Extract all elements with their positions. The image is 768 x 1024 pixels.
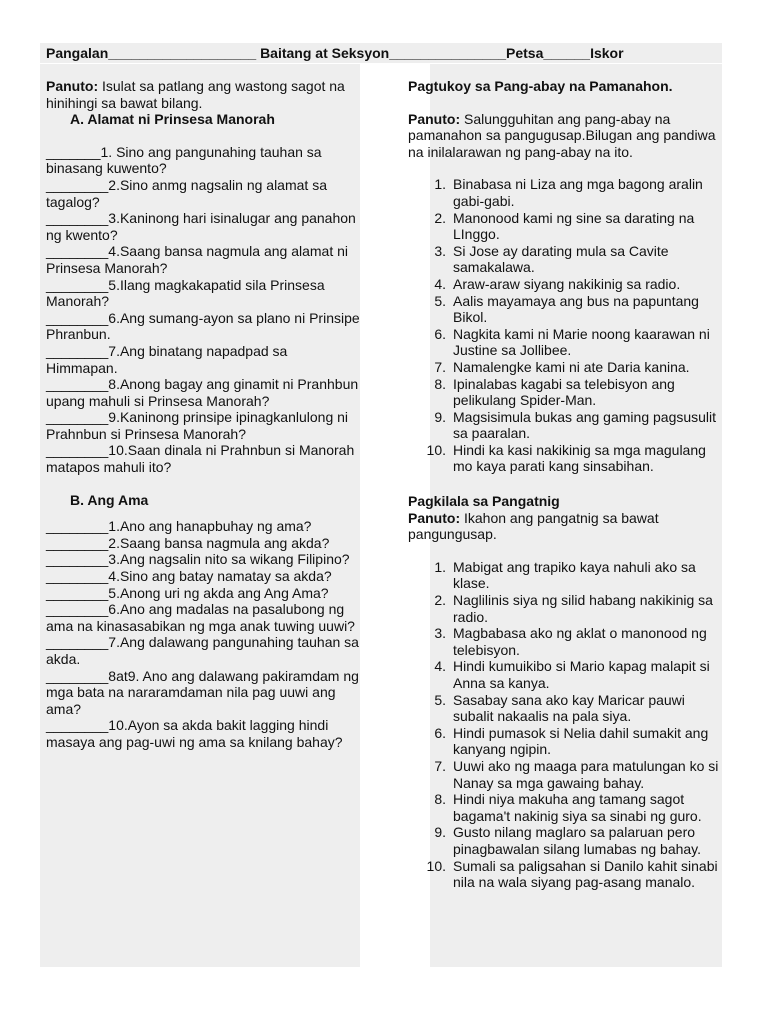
left-panuto-label: Panuto:: [46, 78, 99, 94]
item-text: Araw-araw siyang nakikinig sa radio.: [453, 275, 681, 292]
item-number: 6.: [434, 724, 446, 741]
section2-item: [408, 658, 720, 691]
item-number: 10.: [426, 857, 446, 874]
left-panuto-text: Isulat sa patlang ang wastong sagot na hinihingi sa bawat bilang.: [46, 78, 345, 111]
section1-item: [408, 210, 720, 243]
section-b-item: ________3.Ang nagsalin nito sa wikang Filipino?: [46, 551, 350, 568]
item-text: Aalis mayamaya ang bus na papuntang Bikol.: [453, 292, 699, 326]
item-text: Nagkita kami ni Marie noong kaarawan ni Justine sa Jollibee.: [453, 325, 710, 359]
item-number: 5.: [434, 292, 446, 309]
item-text: Hindi kumuikibo si Mario kapag malapit si Anna sa kanya.: [453, 658, 710, 691]
header-line: [40, 43, 722, 63]
section2-item: [408, 625, 720, 658]
section-a-item: ________2.Sino anmg nagsalin ng alamat sa tagalog?: [46, 176, 327, 210]
item-text: Naglilinis siya ng silid habang nakikinig sa radio.: [453, 592, 713, 625]
section1-item: [408, 376, 720, 409]
section1-list: [408, 176, 720, 475]
section1-item: [408, 409, 720, 442]
section2-item: [408, 725, 720, 758]
section1-panuto: [408, 111, 720, 161]
section2-list: [408, 559, 720, 891]
section-b-item: ________7.Ang dalawang pangunahing tauhan sa akda.: [46, 634, 359, 667]
item-number: 7.: [434, 757, 446, 774]
item-number: 8.: [434, 791, 446, 808]
item-text: Sumali sa paligsahan si Danilo kahit sinabi nila na wala siyang pag-asang manalo.: [453, 857, 718, 891]
section2-panuto: [408, 510, 720, 543]
item-number: 4.: [434, 275, 446, 292]
section-a-item: _______1. Sino ang pangunahing tauhan sa binasang kuwento?: [46, 143, 322, 177]
item-number: 7.: [434, 358, 446, 375]
item-number: 1.: [434, 176, 446, 193]
item-text: Hindi ka kasi nakikinig sa mga magulang mo kaya parati kang sinsabihan.: [453, 441, 706, 475]
section1-title: Pagtukoy sa Pang-abay na Pamanahon.: [408, 78, 673, 94]
item-text: Sasabay sana ako kay Maricar pauwi subalit nakaalis na pala siya.: [453, 691, 685, 725]
section2-item: [408, 559, 720, 592]
section1-item: [408, 442, 720, 475]
right-column: [408, 78, 720, 891]
section-a-item: ________3.Kaninong hari isinalugar ang panahon ng kwento?: [46, 210, 356, 243]
section1-item: [408, 243, 720, 276]
section-b-item: ________1.Ano ang hanapbuhay ng ama?: [46, 518, 312, 535]
item-number: 1.: [434, 558, 446, 575]
section-a-item: ________8.Anong bagay ang ginamit ni Pranhbun upang mahuli si Prinsesa Manorah?: [46, 376, 359, 409]
section-a-list: [46, 144, 361, 476]
item-number: 5.: [434, 691, 446, 708]
section-a-item: ________5.Ilang magkakapatid sila Prinsesa Manorah?: [46, 276, 325, 310]
item-number: 3.: [434, 625, 446, 642]
section-b-list: [46, 518, 361, 750]
section2-panuto-text: Ikahon ang pangatnig sa bawat pangungusap.: [408, 509, 659, 543]
section1-item: [408, 276, 720, 293]
section1-item: [408, 176, 720, 209]
item-number: 2.: [434, 209, 446, 226]
section-a-item: ________6.Ang sumang-ayon sa plano ni Prinsipe Phranbun.: [46, 309, 360, 343]
item-text: Namalengke kami ni ate Daria kanina.: [453, 358, 690, 375]
section2-title: Pagkilala sa Pangatnig: [408, 493, 560, 510]
item-text: Binabasa ni Liza ang mga bagong aralin gabi-gabi.: [453, 176, 703, 209]
item-text: Magbabasa ako ng aklat o manonood ng telebisyon.: [453, 625, 707, 658]
section-a-item: ________10.Saan dinala ni Prahnbun si Manorah matapos mahuli ito?: [46, 442, 355, 476]
item-text: Hindi pumasok si Nelia dahil sumakit ang kanyang ngipin.: [453, 724, 709, 758]
header-text: Pangalan___________________ Baitang at Seksyon_______________Petsa______Iskor: [46, 45, 624, 61]
item-text: Si Jose ay darating mula sa Cavite samakalawa.: [453, 242, 669, 276]
section2-item: [408, 592, 720, 625]
item-number: 2.: [434, 592, 446, 609]
item-text: Magsisimula bukas ang gaming pagsusulit sa paaralan.: [453, 408, 717, 442]
item-number: 8.: [434, 375, 446, 392]
item-text: Hindi niya makuha ang tamang sagot bagama't nakinig siya sa sinabi ng guro.: [453, 791, 702, 824]
section-a-item: ________9.Kaninong prinsipe ipinagkanlulong ni Prahnbun si Prinsesa Manorah?: [46, 409, 349, 442]
item-number: 4.: [434, 658, 446, 675]
item-number: 9.: [434, 824, 446, 841]
item-text: Manonood kami ng sine sa darating na LInggo.: [453, 209, 695, 243]
item-number: 6.: [434, 325, 446, 342]
item-text: Mabigat ang trapiko kaya nahuli ako sa klase.: [453, 558, 696, 592]
section2-item: [408, 858, 720, 891]
item-number: 9.: [434, 408, 446, 425]
section-b-item: ________6.Ano ang madalas na pasalubong ng ama na kinasasabikan ng mga anak tuwing uuwi?: [46, 601, 355, 634]
section2-panuto-label: Panuto:: [408, 509, 461, 526]
left-column: [46, 78, 361, 751]
section-b-item: ________4.Sino ang batay namatay sa akda?: [46, 568, 332, 585]
section2-item: [408, 692, 720, 725]
section-a-title: A. Alamat ni Prinsesa Manorah: [70, 111, 275, 128]
item-number: 10.: [426, 441, 446, 458]
section-b-item: ________10.Ayon sa akda bakit lagging hindi masaya ang pag-uwi ng ama sa knilang bahay?: [46, 717, 343, 750]
item-text: Uuwi ako ng maaga para matulungan ko si Nanay sa mga gawaing bahay.: [453, 757, 719, 791]
section1-panuto-text: Salungguhitan ang pang-abay na pamanahon sa pangugusap.Bilugan ang pandiwa na inilalarawan ng pang-abay na ito.: [408, 110, 716, 160]
item-number: 3.: [434, 242, 446, 259]
section-b-item: ________8at9. Ano ang dalawang pakiramdam ng mga bata na nararamdaman nila pag uuwi ang ama?: [46, 667, 359, 717]
item-text: Ipinalabas kagabi sa telebisyon ang pelikulang Spider-Man.: [453, 375, 675, 409]
section1-panuto-label: Panuto:: [408, 110, 461, 127]
section2-item: [408, 824, 720, 857]
section2-item: [408, 758, 720, 791]
section1-item: [408, 293, 720, 326]
section-a-item: ________4.Saang bansa nagmula ang alamat ni Prinsesa Manorah?: [46, 243, 349, 276]
section2-item: [408, 791, 720, 824]
section-b-item: ________2.Saang bansa nagmula ang akda?: [46, 534, 330, 551]
item-text: Gusto nilang maglaro sa palaruan pero pinagbawalan silang lumabas ng bahay.: [453, 824, 702, 857]
section1-item: [408, 359, 720, 376]
section1-item: [408, 326, 720, 359]
section-b-item: ________5.Anong uri ng akda ang Ang Ama?: [46, 584, 329, 601]
section-b-title: B. Ang Ama: [70, 491, 149, 508]
left-panuto: [46, 78, 361, 111]
section-a-item: ________7.Ang binatang napadpad sa Himmapan.: [46, 342, 288, 376]
